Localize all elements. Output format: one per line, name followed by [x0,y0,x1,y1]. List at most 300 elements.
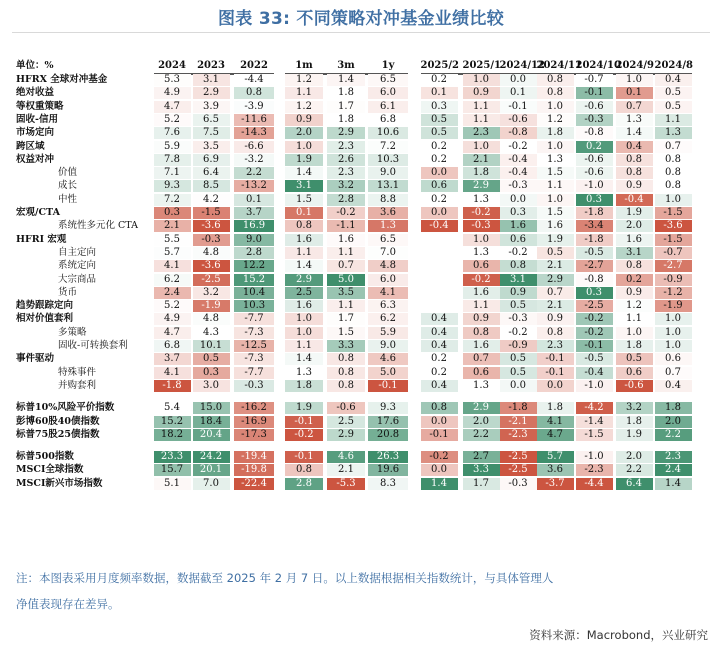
data-cell: 4.9 [154,313,191,325]
data-cell: 2.0 [285,127,323,139]
data-cell: 0.1 [421,87,458,99]
data-cell: 1.9 [285,154,323,166]
data-cell: -0.2 [576,313,613,325]
data-cell: -0.9 [655,274,692,286]
data-cell: -1.0 [576,451,613,463]
data-cell: -4.4 [576,478,613,490]
data-cell: 1.1 [463,300,500,312]
data-cell: 23.3 [154,451,191,463]
data-cell: 0.7 [327,260,365,272]
row-label: 相对价值套利 [16,313,74,325]
data-cell: 9.0 [368,340,408,352]
row-label: 等权重策略 [16,100,64,112]
data-cell: 1.8 [327,87,365,99]
data-cell: 1.3 [285,367,323,379]
data-cell: 1.4 [421,478,458,490]
data-cell: -0.2 [285,429,323,441]
data-cell: 4.1 [537,416,574,428]
data-cell: -0.4 [500,167,537,179]
data-cell: -6.6 [234,141,274,153]
data-cell: 2.3 [327,141,365,153]
data-cell: -2.7 [576,260,613,272]
data-cell: 2.8 [285,478,323,490]
data-cell: 0.9 [463,313,500,325]
data-cell: 18.2 [154,429,191,441]
data-cell: 1.6 [537,220,574,232]
data-cell: 6.8 [154,340,191,352]
data-cell: 1.9 [616,207,653,219]
data-cell: 1.1 [285,87,323,99]
data-cell: 15.2 [234,274,274,286]
data-cell: 3.3 [463,464,500,476]
data-cell: 4.8 [193,247,230,259]
data-cell: 1.0 [616,74,653,86]
data-cell: 6.2 [368,313,408,325]
data-cell: -2.5 [500,464,537,476]
row-label: 系统定向 [58,260,97,272]
row-label: 权益对冲 [16,153,55,165]
data-cell: 1.9 [537,234,574,246]
data-cell: -0.2 [576,327,613,339]
data-cell: -19.8 [234,464,274,476]
data-cell: 0.5 [616,353,653,365]
data-cell: 2.5 [327,416,365,428]
data-cell: 1.1 [655,114,692,126]
data-cell: -0.2 [327,207,365,219]
data-cell: 0.4 [421,340,458,352]
data-cell: 1.6 [616,234,653,246]
data-cell: 2.9 [463,402,500,414]
data-cell: -5.3 [327,478,365,490]
footnote-line-1: 注：本图表采用月度频率数据，数据截至 2025 年 2 月 7 日。以上数据根据相关指数统计，与具体管理人 [16,571,554,585]
data-cell: 0.0 [500,74,537,86]
data-cell: -7.3 [234,327,274,339]
data-cell: 5.1 [154,478,191,490]
data-cell: 3.7 [234,207,274,219]
data-cell: 6.4 [193,167,230,179]
data-cell: -2.5 [193,274,230,286]
data-cell: 1.6 [285,234,323,246]
data-cell: -1.4 [576,416,613,428]
data-cell: 9.0 [234,234,274,246]
data-cell: -0.4 [500,154,537,166]
row-label: 趋势跟踪定向 [16,300,74,312]
data-cell: 0.8 [537,87,574,99]
data-cell: 1.4 [655,478,692,490]
data-cell: 3.1 [616,247,653,259]
data-cell: 0.3 [421,101,458,113]
data-cell: -0.1 [421,429,458,441]
data-cell: 2.2 [463,429,500,441]
data-cell: 0.1 [500,87,537,99]
data-cell: -4.4 [234,74,274,86]
data-cell: -1.8 [500,402,537,414]
data-cell: 1.5 [327,327,365,339]
data-cell: 2.1 [327,464,365,476]
data-cell: 1.4 [616,127,653,139]
data-cell: 15.2 [154,416,191,428]
data-cell: -13.2 [234,180,274,192]
data-cell: -0.1 [537,353,574,365]
data-cell: 2.8 [327,194,365,206]
data-cell: 0.8 [655,154,692,166]
data-cell: 1.2 [616,300,653,312]
row-label: 标普500指数 [16,451,74,463]
data-cell: 0.8 [327,367,365,379]
data-cell: 6.0 [368,274,408,286]
data-cell: 0.6 [655,353,692,365]
row-label: HFRI 宏观 [16,233,67,245]
data-cell: 0.5 [500,353,537,365]
data-cell: -3.7 [537,478,574,490]
data-cell: 0.2 [421,367,458,379]
data-cell: -7.3 [234,353,274,365]
column-header: 2024/12 [499,60,545,71]
data-cell: 0.8 [285,220,323,232]
data-cell: 1.2 [285,101,323,113]
data-cell: 5.3 [154,74,191,86]
data-cell: 0.0 [421,416,458,428]
data-cell: 1.7 [327,101,365,113]
data-cell: -3.9 [234,101,274,113]
data-cell: 1.6 [500,220,537,232]
data-cell: 1.1 [616,313,653,325]
data-cell: -2.5 [500,451,537,463]
data-cell: 1.3 [463,380,500,392]
data-cell: -0.7 [655,247,692,259]
data-cell: 2.9 [327,127,365,139]
data-cell: 1.1 [285,340,323,352]
data-cell: 10.4 [234,287,274,299]
data-cell: 0.3 [576,287,613,299]
data-cell: 6.3 [368,300,408,312]
data-cell: -7.7 [234,367,274,379]
data-cell: 1.8 [327,114,365,126]
data-cell: -1.5 [655,234,692,246]
data-cell: 0.0 [421,207,458,219]
data-cell: 1.1 [327,247,365,259]
data-cell: 4.7 [537,429,574,441]
data-cell: -0.8 [576,127,613,139]
data-cell: 0.8 [421,402,458,414]
data-cell: 1.2 [285,74,323,86]
data-cell: 4.3 [193,327,230,339]
data-cell: 7.0 [368,247,408,259]
data-cell: 1.4 [327,74,365,86]
data-cell: 2.8 [234,247,274,259]
row-label: 标普10%风险平价指数 [16,402,115,414]
column-header: 2024/8 [654,60,693,71]
data-cell: 0.8 [616,167,653,179]
data-cell: 15.0 [193,402,230,414]
data-cell: 1.1 [327,300,365,312]
row-label: 多策略 [58,326,87,338]
data-cell: -2.5 [576,300,613,312]
data-cell: 12.2 [234,260,274,272]
row-label: 成长 [58,180,78,192]
data-cell: 8.8 [368,194,408,206]
data-cell: 5.7 [154,247,191,259]
data-cell: 5.0 [327,274,365,286]
data-cell: 0.2 [421,154,458,166]
data-cell: -16.2 [234,402,274,414]
row-label: 自主定向 [58,246,97,258]
data-cell: 0.0 [421,464,458,476]
data-cell: 0.0 [421,167,458,179]
column-header: 2024 [158,60,186,71]
data-cell: 8.3 [368,478,408,490]
data-cell: 1.4 [285,260,323,272]
data-cell: 2.3 [327,167,365,179]
data-cell: -0.6 [327,402,365,414]
data-cell: 0.7 [463,353,500,365]
data-cell: 5.2 [154,114,191,126]
column-header: 2023 [197,60,225,71]
data-cell: 1.5 [537,167,574,179]
data-cell: -17.3 [234,429,274,441]
data-cell: 0.6 [421,180,458,192]
data-cell: -22.4 [234,478,274,490]
data-cell: 0.5 [537,247,574,259]
data-cell: -0.2 [500,141,537,153]
data-cell: 0.9 [500,287,537,299]
data-cell: 10.3 [368,154,408,166]
data-cell: 0.1 [285,207,323,219]
data-cell: -0.4 [421,220,458,232]
data-cell: -0.1 [285,416,323,428]
data-cell: 0.0 [500,380,537,392]
data-cell: 1.0 [616,327,653,339]
data-cell: 0.9 [285,114,323,126]
data-cell: -0.1 [500,101,537,113]
data-cell: 0.6 [463,367,500,379]
data-cell: -4.2 [576,402,613,414]
data-cell: 0.4 [655,74,692,86]
data-cell: 4.9 [154,87,191,99]
data-cell: 1.8 [616,416,653,428]
data-cell: 0.9 [537,313,574,325]
data-cell: 1.7 [463,478,500,490]
data-cell: 6.5 [368,74,408,86]
data-cell: 6.5 [368,234,408,246]
data-cell: 1.0 [463,141,500,153]
data-cell: 2.0 [463,416,500,428]
data-cell: -0.6 [500,114,537,126]
data-cell: -14.3 [234,127,274,139]
data-cell: 0.7 [616,101,653,113]
data-cell: 1.3 [463,247,500,259]
data-cell: -0.1 [537,367,574,379]
data-cell: 1.0 [537,141,574,153]
data-cell: 3.9 [193,101,230,113]
data-cell: 2.3 [463,127,500,139]
data-cell: 9.3 [154,180,191,192]
data-cell: 2.9 [327,429,365,441]
data-cell: 1.1 [537,180,574,192]
data-cell: 2.1 [463,154,500,166]
data-cell: 1.0 [463,74,500,86]
data-cell: 5.2 [154,300,191,312]
data-cell: 1.9 [285,402,323,414]
data-cell: 0.7 [655,141,692,153]
data-cell: 1.8 [655,402,692,414]
data-cell: -0.8 [576,274,613,286]
data-cell: 0.3 [193,367,230,379]
data-cell: -0.3 [500,313,537,325]
data-cell: 0.8 [537,327,574,339]
column-header: 2024/9 [615,60,654,71]
data-cell: 2.1 [537,300,574,312]
data-cell: -0.9 [500,340,537,352]
data-cell: 0.4 [421,380,458,392]
data-cell: 3.6 [368,207,408,219]
data-cell: 9.3 [368,402,408,414]
row-label: 系统性多元化 CTA [58,220,138,232]
data-cell: 2.0 [616,220,653,232]
data-cell: 1.0 [463,234,500,246]
data-cell: 1.4 [285,353,323,365]
data-cell: 1.0 [285,313,323,325]
data-cell: 3.5 [327,287,365,299]
data-cell: 10.1 [193,340,230,352]
data-cell: 5.0 [368,367,408,379]
data-cell: 7.6 [154,127,191,139]
data-cell: -0.2 [500,247,537,259]
data-cell: 20.1 [193,464,230,476]
data-cell: -0.6 [576,154,613,166]
data-cell: 0.8 [616,154,653,166]
data-cell: -0.1 [285,451,323,463]
source-note: 资料来源：Macrobond，兴业研究 [529,628,708,642]
data-cell: 1.0 [537,101,574,113]
data-cell: 7.2 [368,141,408,153]
data-cell: 3.2 [616,402,653,414]
data-cell: -0.3 [500,180,537,192]
row-label: 标普75股25债指数 [16,428,100,440]
unit-label: 单位：% [16,60,54,71]
data-cell: 2.1 [537,260,574,272]
data-cell: 2.5 [285,287,323,299]
data-cell: 6.1 [368,101,408,113]
data-cell: 1.8 [463,167,500,179]
data-cell: 1.6 [285,300,323,312]
data-cell: 0.3 [576,194,613,206]
data-cell: 1.0 [285,141,323,153]
data-cell: -0.6 [576,101,613,113]
data-cell: 3.1 [285,180,323,192]
data-cell: 1.4 [285,167,323,179]
data-cell: 2.2 [655,429,692,441]
data-cell: 0.6 [463,260,500,272]
data-cell: 0.5 [421,127,458,139]
row-label: 特殊事件 [58,366,97,378]
data-cell: -0.6 [616,380,653,392]
data-cell: 24.2 [193,451,230,463]
data-cell: 1.3 [655,127,692,139]
data-cell: 0.8 [500,260,537,272]
data-cell: -0.8 [500,127,537,139]
data-cell: 0.6 [500,234,537,246]
data-cell: 0.3 [154,207,191,219]
data-cell: -2.1 [500,416,537,428]
data-cell: 1.8 [616,340,653,352]
data-cell: 2.7 [463,451,500,463]
data-cell: 0.9 [616,287,653,299]
data-cell: 2.9 [463,180,500,192]
data-cell: 0.2 [616,274,653,286]
data-cell: 5.9 [368,327,408,339]
data-cell: -2.3 [500,429,537,441]
data-cell: 1.1 [463,101,500,113]
data-cell: 2.9 [537,274,574,286]
data-cell: -0.3 [234,380,274,392]
data-cell: 0.9 [616,180,653,192]
data-cell: 3.6 [537,464,574,476]
data-cell: 0.9 [463,87,500,99]
data-cell: -1.5 [193,207,230,219]
row-label: MSCI新兴市场指数 [16,477,103,489]
row-label: 中性 [58,193,78,205]
column-header: 1m [295,60,313,71]
data-cell: 6.8 [368,114,408,126]
data-cell: 2.2 [234,167,274,179]
data-cell: 6.0 [368,87,408,99]
data-cell: 1.1 [285,247,323,259]
data-cell: 0.7 [537,287,574,299]
data-cell: 1.3 [368,220,408,232]
data-cell: -1.2 [655,287,692,299]
row-label: 货币 [58,286,78,298]
row-label: MSCI全球指数 [16,464,84,476]
data-cell: 1.2 [537,114,574,126]
data-cell: 7.0 [193,478,230,490]
data-cell: -0.3 [463,220,500,232]
data-cell: 4.6 [368,353,408,365]
data-cell: -0.1 [576,340,613,352]
row-label: 事件驱动 [16,353,55,365]
data-cell: 1.6 [327,234,365,246]
data-cell: 20.4 [193,429,230,441]
data-cell: 1.0 [655,340,692,352]
data-cell: 0.2 [421,74,458,86]
data-cell: 0.1 [234,194,274,206]
data-cell: 13.1 [368,180,408,192]
data-cell: -0.2 [463,207,500,219]
row-label: 并购套利 [58,379,97,391]
row-label: 市场定向 [16,127,55,139]
data-cell: 0.4 [655,380,692,392]
data-cell: 6.2 [154,274,191,286]
data-cell: -19.4 [234,451,274,463]
data-cell: 15.7 [154,464,191,476]
data-cell: 4.1 [154,260,191,272]
data-cell: 1.3 [463,194,500,206]
data-cell: -0.2 [500,327,537,339]
data-cell: 2.9 [285,274,323,286]
data-cell: 3.5 [193,141,230,153]
data-cell: 1.5 [285,194,323,206]
data-cell: 1.7 [327,313,365,325]
data-cell: 0.5 [500,367,537,379]
data-cell: 4.8 [368,260,408,272]
data-cell: 1.5 [537,207,574,219]
data-cell: -0.3 [500,478,537,490]
data-cell: -0.5 [576,247,613,259]
data-cell: -11.6 [234,114,274,126]
data-cell: 0.5 [655,87,692,99]
row-label: 大宗商品 [58,273,97,285]
data-cell: 6.4 [616,478,653,490]
